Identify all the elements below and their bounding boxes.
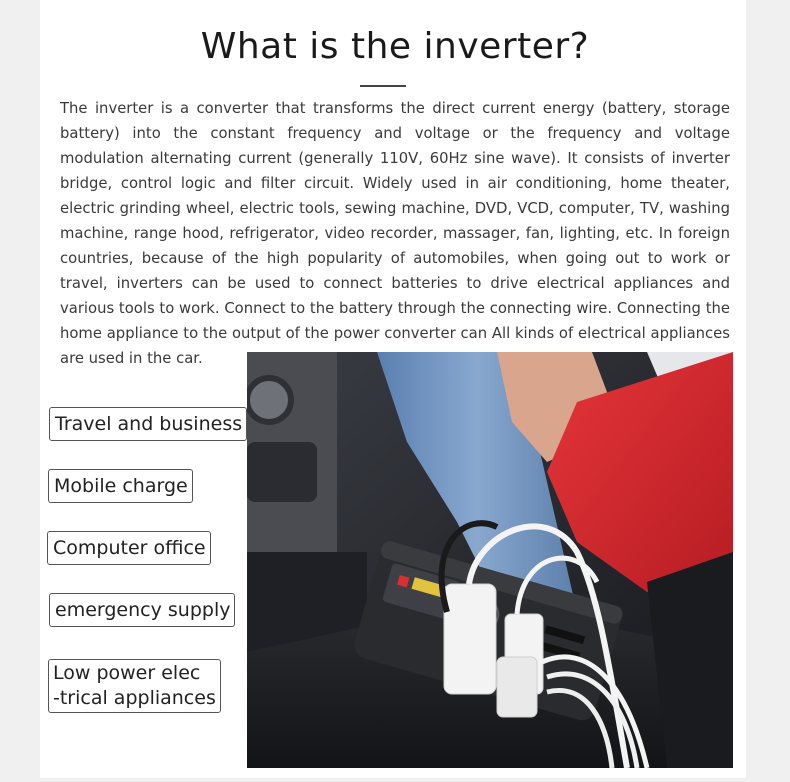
- tag-low-power-line-1: Low power elec: [53, 662, 201, 684]
- title-divider: [360, 85, 406, 87]
- tag-low-power-appliances: [48, 659, 221, 713]
- tag-emergency-supply: emergency supply: [49, 593, 235, 627]
- tag-low-power-line-2: -trical appliances: [53, 687, 216, 709]
- description-paragraph: The inverter is a converter that transforms the direct current energy (battery, storage battery) into the constant frequency and voltage or the frequency and voltage modulation alternating current (generally 110V, 60Hz sine wave). It consists of inverter bridge, control logic and filter circuit. Widely used in air conditioning, home theater, electric grinding wheel, electric tools, sewing machine, DVD, VCD, computer, TV, washing machine, range hood, refrigerator, video recorder, massager, fan, lighting, etc. In foreign countries, because of the high popularity of automobiles, when going out to work or travel, inverters can be used to connect batteries to drive electrical appliances and various tools to work. Connect to the battery through the connecting wire. Connecting the home appliance to the output of the power converter can All kinds of electrical appliances are used in the car.: [60, 100, 730, 367]
- tag-travel-and-business: Travel and business: [49, 407, 247, 441]
- inverter-product-photo: [247, 352, 733, 768]
- page-title: What is the inverter?: [200, 26, 590, 67]
- tag-computer-office: Computer office: [47, 531, 211, 565]
- tag-mobile-charge: Mobile charge: [48, 469, 193, 503]
